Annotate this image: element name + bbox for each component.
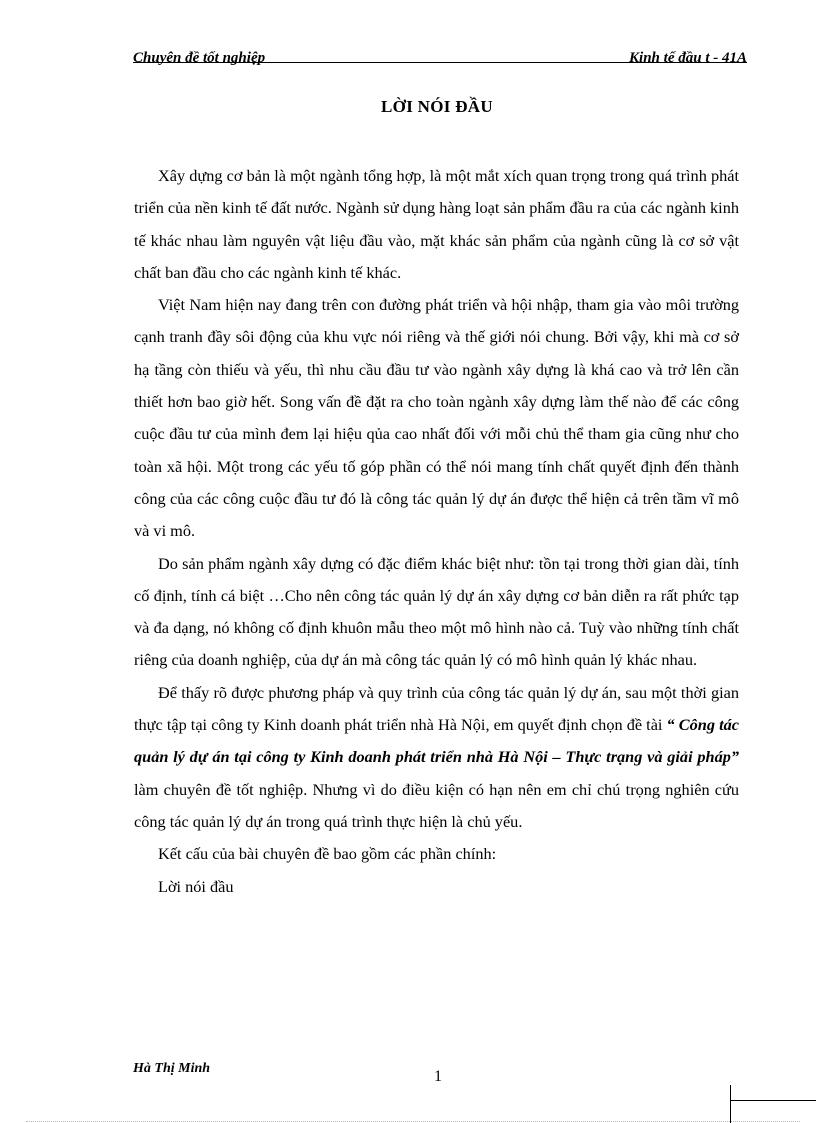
paragraph-1: Xây dựng cơ bản là một ngành tổng hợp, là một mắt xích quan trọng trong quá trình phát triển của nền kinh tế đất nước. Ngành sử dụng hàng loạt sản phẩm đầu ra của các ngành kinh tế khác nhau làm nguyên vật liệu đầu vào, mặt khác sản phẩm của ngành cũng là cơ sở vật chất ban đầu cho các ngành kinh tế khác. (134, 166, 739, 282)
paragraph-6: Lời nói đầu (158, 876, 234, 896)
header-divider (133, 62, 747, 63)
paragraph-4 (134, 677, 739, 838)
paragraph-4-end: làm chuyên đề tốt nghiệp. Nhưng vì do điều kiện có hạn nên em chỉ chú trọng nghiên cứu công tác quản lý dự án trong quá trình thực hiện là chủ yếu. (134, 779, 739, 831)
page-title: LỜI NÓI ĐẦU (381, 97, 493, 116)
thesis-topic: “ Công tác quản lý dự án tại công ty Kinh doanh phát triển nhà Hà Nội – Thực trạng và giải pháp” (134, 715, 739, 767)
paragraph-5: Kết cấu của bài chuyên đề bao gồm các phần chính: (158, 844, 497, 864)
paragraph-3: Do sản phẩm ngành xây dựng có đặc điểm khác biệt như: tồn tại trong thời gian dài, tính cố định, tính cá biệt …Cho nên công tác quản lý dự án xây dựng cơ bản diễn ra rất phức tạp và đa dạng, nó không cố định khuôn mẫu theo một mô hình nào cả. Tuỳ vào những tính chất riêng của doanh nghiệp, của dự án mà công tác quản lý có mô hình quản lý khác nhau. (134, 553, 739, 670)
page-number: 1 (434, 1068, 442, 1085)
corner-crop-mark-vertical (730, 1085, 731, 1123)
paragraph-4-start: Để thấy rõ được phương pháp và quy trình của công tác quản lý dự án, sau một thời gian thực tập tại công ty Kinh doanh phát triển nhà Hà Nội, em quyết định chọn đề tài (134, 682, 739, 735)
footer-author: Hà Thị Minh (133, 1061, 211, 1076)
header-left-text: Chuyên đề tốt nghiệp (133, 50, 266, 66)
header-right-text: Kinh tế đầu t - 41A (629, 50, 747, 66)
corner-crop-mark-horizontal (730, 1100, 816, 1101)
bottom-dotted-border (26, 1121, 800, 1122)
page-header (133, 49, 747, 67)
paragraph-2: Việt Nam hiện nay đang trên con đường phát triển và hội nhập, tham gia vào môi trường cạnh tranh đầy sôi động của khu vực nói riêng và thế giới nói chung. Bởi vậy, khi mà cơ sở hạ tầng còn thiếu và yếu, thì nhu cầu đầu tư vào ngành xây dựng là khá cao và trở lên cần thiết hơn bao giờ hết. Song vấn đề đặt ra cho toàn ngành xây dựng làm thế nào để các công cuộc đầu tư của mình đem lại hiệu qủa cao nhất đối với mỗi chủ thể tham gia cũng như cho toàn xã hội. Một trong các yếu tố góp phần có thể nói mang tính chất quyết định đến thành công của các công cuộc đầu tư đó là công tác quản lý dự án được thể hiện cả trên tầm vĩ mô và vi mô. (134, 295, 739, 541)
document-body (134, 160, 739, 903)
